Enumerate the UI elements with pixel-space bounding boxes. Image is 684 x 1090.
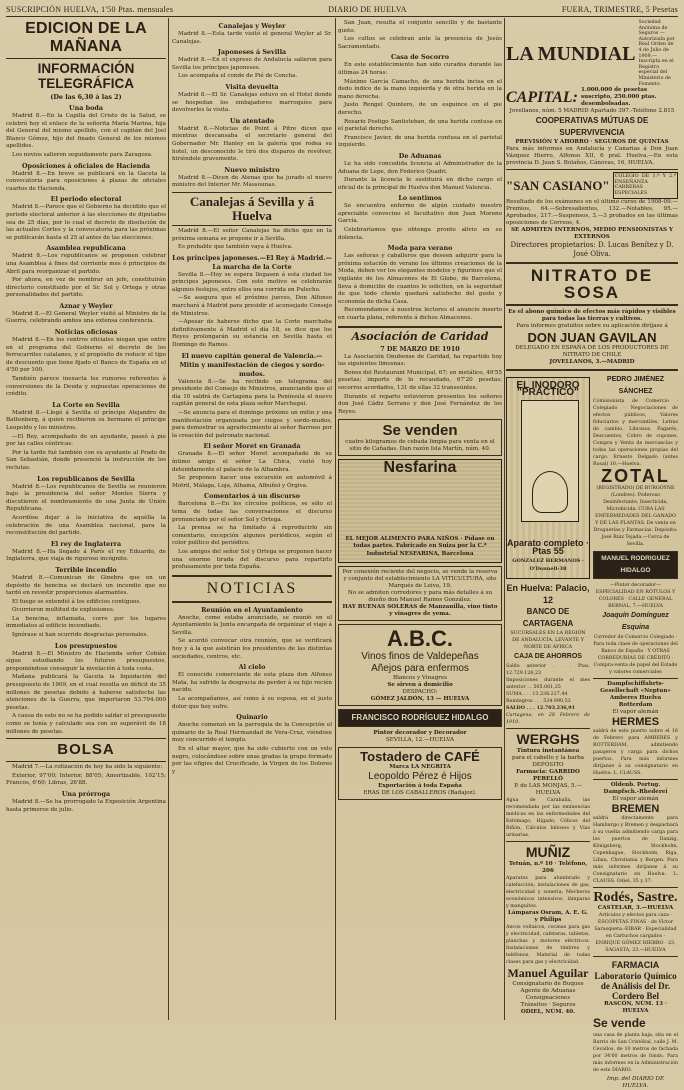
paragraph: La prensa se ha limitado á reproducirlo sin comentario, excepción algunos periódicos, según el color político del periódico. <box>172 525 332 547</box>
caja-ahorros: CAJA DE AHORROS <box>514 652 582 660</box>
tostadero-line: ERAS DE LOS CABALLEROS (Badajoz). <box>363 790 477 797</box>
paragraph: Madrid 8.—El señor Canalejas ha dicho que en la próxima semana se propone ir á Sevilla. <box>172 227 332 242</box>
ad-text: cuatro kilogramos de cebada limpia para venta en el sitio de Cañadas. Dan razón Isla Martín, núm. 40. <box>345 439 495 453</box>
headline: Comentarios á un discurso <box>204 492 300 501</box>
edition-title: EDICION DE LA MAÑANA <box>25 20 147 55</box>
ad-heading: Se venden <box>382 422 458 440</box>
paragraph: San Juan, resulta el conjunto sencillo y de bastante gusto. <box>338 20 502 34</box>
paragraph: Máximo García Camacho, de una herida incisa en el dedo índice de la mano izquierda y de otra herida en la mano derecha. <box>338 78 502 100</box>
francisco-addr: SEVILLA, 12.—HUELVA <box>385 737 455 744</box>
paragraph: —Se anuncia para el domingo próximo un mitin y una manifestación organizada por ciegos y sordo-mudos, para demostrar su agradecimiento al señor Barroso por la creación del patronato nacional. <box>172 410 332 439</box>
aguilar-line: ODIEL, NÚM. 40. <box>520 1008 576 1015</box>
caja-line: Imposiciones durante el mes anterior ... 505.061,25 <box>506 677 590 690</box>
paragraph: Madrid 8.—Los republicanos se proponen celebrar una Asamblea á fines del corriente mes ó principios de Abril para reorganizar el partido. <box>6 253 166 275</box>
cooperativas-sub: PREVISIÓN Y AHORRO · SEGUROS DE QUINTAS <box>515 139 669 146</box>
zotal-title: ZOTAL <box>601 465 670 486</box>
paragraph: Madrid 8.—Se ha prorrogado la Exposición Argentina hasta primeros de julio. <box>6 798 166 813</box>
paragraph: Es probable que también vaya á Huelva. <box>178 244 293 251</box>
paragraph: Exterior, 97'00; Interior, 88'05; Amortizable, 102'15; Francos, 6'60; Libras, 26'88. <box>6 772 166 787</box>
paragraph: El fuego se extendió á los edificios contiguos. <box>12 598 142 605</box>
headline: Lo sentimos <box>398 194 442 203</box>
headline: El señor Moret en Granada <box>203 442 301 451</box>
aguilar-line: Consignaciones <box>525 994 571 1001</box>
column-2 <box>172 20 332 1018</box>
paragraph: Los novios salieron seguidamente para Zaragoza. <box>12 151 153 158</box>
headline: Una prórroga <box>61 789 111 798</box>
san-casiano-side: COLEGIO DE 1.ª Y 2.ª ENSEÑANZA · CARRERAS ESPECIALES <box>613 172 678 198</box>
paragraph: Ignórase si han ocurrido desgracias personales. <box>12 632 149 639</box>
capital-label: CAPITAL: <box>506 89 579 107</box>
abc-line: Se sirven á domicilio <box>387 682 453 689</box>
san-casiano-title: "SAN CASIANO" <box>506 177 610 193</box>
paragraph: Los acompaña el conde de Pié de Concha. <box>178 73 298 80</box>
paragraph: Celebraríamos que obtenga pronto alivio en su dolencia. <box>338 227 502 241</box>
manuel-title: MANUEL RODRIGUEZ HIDALGO <box>601 554 670 574</box>
column-rule <box>504 18 505 1020</box>
cooperativas: COOPERATIVAS MÚTUAS DE SUPERVIVENCIA <box>535 116 649 138</box>
palacio-heading: En Huelva: Palacio, 12 <box>506 582 590 605</box>
headline-asociacion: Asociación de Caridad <box>351 329 489 343</box>
ad-se-venden <box>338 419 502 456</box>
aguilar-name: Manuel Aguilar <box>507 965 589 980</box>
oldenburg-heading: Oldenb. Portug. Dampfsch.-Rhederei <box>603 781 668 795</box>
paragraph: —Se asegura que el próximo jueves, Don Alfonso marchará á Madrid para presidir el aconsejado Consejo de Ministros. <box>172 295 332 317</box>
column-4 <box>506 20 678 1089</box>
headline: Aznar y Weyler <box>59 301 113 310</box>
tostadero-line: Marca LA NEGRITA <box>389 764 451 771</box>
paragraph: Madrid 8.—Esta tarde visitó el general Weyler al Sr. Canalejas. <box>172 31 332 45</box>
pedro-name: PEDRO JIMÉNEZ SÁNCHEZ <box>606 375 665 395</box>
neptun-route: Amberes Huelva Rotterdam <box>609 694 662 708</box>
joaquin-name: Joaquín Domínguez Esquina <box>602 611 669 631</box>
werghs-text: Agua de Carabaña, las recomendada por las eminencias médicas en las enfermedades del Estómago, Hígado, Cólicos del Riñón, Cálculos biliosos y Vías urinarias. <box>506 797 590 838</box>
paragraph: —El Rey, acompañado de un ayudante, paseó á pie por las calles céntricas. <box>6 433 166 448</box>
headline: Quinario <box>236 713 268 722</box>
dateline: 7 DE MARZO DE 1910 <box>380 344 460 353</box>
gavilan-address: JOVELLANOS, 3.—MADRID <box>549 358 635 365</box>
gavilan-name: DON JUAN GAVILAN <box>527 329 657 345</box>
ad-tostadero <box>338 747 502 800</box>
paragraph: Madrid 8.—Noticias de Point á Pitre dicen que mientras descansaba el secretario general del Gobernador Mr. Hanley en la galería que rodea su hotel, un desconocido le tiró dos disparos de revólver, hiriéndole gravemente. <box>172 125 332 163</box>
time-range: (De las 6,30 á las 2) <box>50 93 122 101</box>
paragraph: Valencia 8.—Se ha recibido un telegrama del presidente del Consejo de Ministros, anunciando que el día 10 saldrá de Cartagena para la Península el nuevo capitán general de esta plaza señor Marchegui. <box>172 378 332 408</box>
paragraph: Madrid 8.—Llegó á Sevilla el príncipe Alejandro de Battenberg, á quien recibieron su hermano el príncipe Leopoldo y los ministros. <box>6 409 166 431</box>
ad-text: No se admiten corredores y para más detalles á su dueño don Manuel Ramos González. <box>347 590 493 604</box>
tostadero-line: Leopoldo Pérez é Hijos <box>368 771 472 783</box>
headline: Noticias oficiosas <box>54 328 118 337</box>
paragraph: Madrid 8.—En los centros oficiales niegan que entre en el programa del Gobierno el decreto de los ferrocarriles catalanes, y el propósito de reducir el tipo de descuento que tiene fijado el Banco de España en el 4'50 por 100. <box>6 337 166 374</box>
farmacia-text: Laboratorio Químico de Análisis del Dr. Cordero Bel <box>594 970 677 1001</box>
neptun-heading: Dampfschiffahrts-Gesellschaft «Neptun» <box>600 680 671 694</box>
imprenta: Imp. del DIARIO DE HUELVA. <box>606 1075 665 1089</box>
subscription-huelva: SUSCRIPCIÓN HUELVA, 1'50 Ptas. mensuales <box>6 4 174 14</box>
headline: Reunión en el Ayuntamiento <box>201 605 303 614</box>
column-rule <box>335 18 336 1020</box>
abc-line: Vinos finos de Valdepeñas <box>361 651 479 663</box>
la-mundial-side: Sociedad Anónima de Seguros — Autorizada por Real Orden de 4 de Julio de 1909.—Inscripta en el Registro especial del Ministerio de Fomento. <box>638 20 675 87</box>
paragraph: Granada 8.—El señor Moret acompañado de su íntimo amigo el señor La Chica, visitó hoy detenidamente el palacio de la Alhambra. <box>172 451 332 473</box>
abc-line: DESPACHO: <box>402 689 438 696</box>
rodes-addr: CASTELAR, 3.—HUELVA <box>597 904 674 911</box>
paragraph: Anoche, como estaba anunciado, se reunió en el Ayuntamiento la Junta encargada de organizar el viaje á Sevilla. <box>172 614 332 636</box>
headline: El rey de Inglaterra <box>50 539 122 548</box>
caja-line: SALDO . . . 12.703.236,91 <box>506 704 575 711</box>
paragraph: Madrid 8.—El General Weyler visitó al Ministro de la Guerra, celebrando ambos una extensa conferencia. <box>6 310 166 325</box>
tostadero-line: Exportación á toda España <box>378 783 462 790</box>
paragraph: Ocurrieron multitud de explosiones. <box>12 607 115 614</box>
paragraph: Acordóse dejar á la iniciativa de aquélla la celebración de una Asamblea nacional, para la reconstitución del partido. <box>6 514 166 537</box>
bremen-name: BREMEN <box>611 802 660 815</box>
headline: Japoneses á Sevilla <box>217 48 287 57</box>
capital-value: 1.000.000 de pesetas suscripto, 250.000 ptas. desembolsadas. <box>581 87 657 108</box>
francisco-title: FRANCISCO RODRÍGUEZ HIDALGO <box>351 713 489 723</box>
headline: De Aduanas <box>398 151 442 160</box>
paper-name: DIARIO DE HUELVA <box>328 4 407 14</box>
oldenburg-vapor: El vapor alemán <box>612 795 659 802</box>
ad-manuel <box>593 551 678 579</box>
paragraph: Madrid 8.—En la Capilla del Cristo de la Salud, se celebró hoy el enlace de la señorita María Marina, hija del General del mismo apellido, con el capitán del Joel Blanco Gómez, hijo del finado General de los mismos apellidos. <box>6 113 166 150</box>
nesfarina-sub: EL MEJOR ALIMENTO PARA NIÑOS · Pídase en todas partes. Fabricado en Suiza por la C.ª Industrial NESFARINA, Barcelona <box>345 535 495 557</box>
headline: El nuevo capitán general de Valencia.—Mitin y manifestación de ciegos y sordo-mudos. <box>179 351 325 378</box>
headline: Moda para verano <box>387 244 453 253</box>
ad-text: HAY BUENAS SOLERAS de Manzanilla, vino tinto y vinagres de yema. <box>342 604 498 618</box>
paragraph: Madrid 8.—En breve se publicará en la Gaceta la convocatoria para oposiciones á plazas de oficiales cuartos de Hacienda. <box>6 170 166 192</box>
joaquin-text: Corredor de Comercio Colegiado · Para toda clase de operaciones del Banco de España · Y OTRAS CORREDURÍAS DE CRÉDITO · Compra-venta de papel del Estado y valores comerciales <box>593 634 678 675</box>
headline: El periodo electoral <box>50 195 122 204</box>
nitrato-text: Para informes gratuitos sobre su aplicación diríjase á <box>516 322 668 329</box>
hermes-text: saldrá de este puerto sobre el 16 de Febrero para AMBERES y ROTTERDAM, admitiendo pasajeros y carga para dichos puertos. Para más informes diríjanse á su consignatario en Huelva: L. CLAUSS. <box>593 728 678 776</box>
paragraph: A causa de esto no se ha podido saldar el presupuesto como se tenía y calculado sea con un superávit de 18 millones de pesetas. <box>6 713 166 735</box>
headline: Una boda <box>69 104 103 112</box>
paragraph: Madrid 8.—El Sr. Canalejas estuvo en el Hotel donde se hospedan los embajadores marroquíes para devolverles la visita. <box>172 91 332 114</box>
subscription-outside: FUERA, TRIMESTRE, 5 Pesetas <box>561 4 678 14</box>
ad-nesfarina <box>338 459 502 563</box>
headline-canalejas: Canalejas á Sevilla y á Huelva <box>189 193 315 223</box>
nesfarina-title: Nesfarina <box>383 459 457 477</box>
paragraph: Recomendamos á nuestros lectores el anuncio inserto en cuarta plana, referente á dichos Almacenes. <box>338 307 502 321</box>
headline: Casa de Socorro <box>391 53 449 62</box>
paragraph: Madrid 8.—Parece que el Gobierno ha decidido que el periodo electoral anterior á las elecciones de diputados sea de 25 días, por lo cual el decreto de disolución de las actuales Cortes y la convocatoria para las próximas se publicarán hasta el 25 al antes de las elecciones. <box>6 204 166 241</box>
manuel-text: —Pintor decorador— ESPECIALIDAD EN RÓTULOS Y COLORES · CALLE GENERAL BERNAL, 7.—HUELVA <box>595 582 676 609</box>
paragraph: Mañana publicará la Gaceta la liquidación del presupuesto de 1909, en el cual resulta un déficit de 35 millones de pesetas debido á haberse satisfecho las atenciones de la Guerra, que importaron 53.794.000 pesetas. <box>6 674 166 711</box>
paragraph: Madrid 8.—Los republicanos de Sevilla se reunieron bajo la presidencia del señor Montes Sierra y discutieron el nombramiento de una Junta de Unión Republicana. <box>6 483 166 513</box>
headline: Visita devuelta <box>225 82 279 91</box>
headline: Los republicanos de Sevilla <box>37 474 135 483</box>
paragraph: —Apesar de haberse dicho que la Corte marchaba definitivamente á Madrid el día 18, se dice que los Reyes prolongarán su estancia en Sevilla hasta el Domingo de Ramos. <box>172 319 332 349</box>
caja-line: Reintegros . . . 534.990,53 <box>506 698 571 704</box>
paragraph: Anoche comenzó en la parroquia de la Concepción el quinario de la Real Hermandad de Vera-Cruz, viéndose muy concurrido el templo. <box>172 722 332 744</box>
paragraph: Sevilla 8.—Hoy se espera llegasen á esta ciudad los príncipes japoneses. Con este motivo se celebrarán algunos festejos, entre ellos una corrida en Pulecho. <box>172 271 332 293</box>
abc-line: Añejos para enfermos <box>371 663 469 675</box>
paragraph: Madrid 8.—El Ministro de Hacienda señor Cobián sigue estudiando los futuros presupuestos, proponiéndose conseguir la nivelación á toda costa. <box>6 650 166 672</box>
ad-text: Por conexión reciente del negocio, se vende la reserva y conjunto del establecimiento LA VITICULTURA, sito Marqués de Leiva, 19. <box>342 569 498 590</box>
noticias-title: NOTICIAS <box>206 579 298 597</box>
paragraph: Madrid 8.—Comunican de Ginebra que en un depósito de bencina se declaró un incendio que no tardó en revestir proporciones alarmantes. <box>6 574 166 597</box>
ad-francisco <box>338 709 502 727</box>
werghs-line: P. de LAS MONJAS, 5.—HUELVA <box>514 782 582 796</box>
column-rule <box>168 18 169 1020</box>
column-1 <box>6 20 166 1018</box>
paragraph: Bonos del Restaurant Municipal, 67; en metálico, 49'55 pesetas; importe de lo recaudado, 67'20 pesetas; socorros acordados, 131 de ellas 32 transeúntes. <box>338 369 502 391</box>
paragraph: En el altar mayor, que ha sido cubierto con un velo negro, colocándose sobre unas gradas la grupo formado por las efigies del Crucificado, la Virgen de los Dolores y <box>172 746 332 775</box>
rodes-title: Rodés, Sastre. <box>593 889 678 905</box>
caja-date: Cartagena, en 28 Febrero de 1910. <box>506 712 590 725</box>
aguilar-line: Consignatario de Buques <box>512 980 584 987</box>
werghs-line: DEPÓSITO <box>532 761 564 768</box>
paragraph: Rosario Postigo Santisteban, de una herida contusa en el parietal derecho. <box>338 118 502 133</box>
farmacia-title: FARMACIA <box>611 959 660 970</box>
headline: Terrible incendio <box>55 565 117 574</box>
headline: Asamblea republicana <box>46 244 126 253</box>
muniz-text: Aparatos para alumbrado y calefacción; instalaciones de gas, electricidad y sonería; Mecheros económicos intensivos, lámparas y manguitos. <box>506 875 590 909</box>
paragraph: Madrid 7.—La cotización de hoy ha sido la siguiente: <box>12 764 163 771</box>
nitrato-sub: Es el abono químico de efectos más rápidos y visibles para todas las tierras y cultivos. <box>508 308 676 322</box>
francisco-sub: Pintor decorador y Decorador <box>373 730 467 737</box>
zotal-text: (REGISTRADO) DE BURGOYNE (Londres). Poderoso Desinfectante, Insecticida, Microbicida. CURA LAS ENFERMEDADES DEL GANADO Y DE LAS PLANTAS. De venta en Droguerías y Farmacias. Depósito: José Ruiz Tejada.—Cerca de Sevilla. <box>593 485 678 547</box>
aguilar-line: Tránsitos · Seguros <box>520 1001 576 1008</box>
caja-line: Saldo anterior . . . Ptas. 12.729.126,23 <box>506 663 590 676</box>
paragraph: Le ha sido concedida licencia al Administrador de la Aduana de Lepe, don Federico Quadri. <box>338 160 502 175</box>
paragraph: El conocido comerciante de esta plaza don Alfonso Mata, ha sufrido la desgracia de perder á su hijo recién nacido. <box>172 672 332 694</box>
headline: Un atentado <box>229 116 275 125</box>
abc-line: GÓMEZ JALDÓN, 13 — HUELVA <box>370 696 470 703</box>
san-casiano-text2: SE ADMITEN INTERNOS, MEDIO PENSIONISTAS Y EXTERNOS <box>510 226 674 240</box>
cooperativas-text: Para más informes en Andalucía y Canarias á Don Juan Vázquez Hierro, Alfonso XII, 6 pral. Huelva.—En esta provincia D. Juan S. Bolaños, Cánovas, 16, HUELVA. <box>506 146 678 167</box>
san-casiano-text: Resultado de los exámenes en el último curso de 1908-09.—Premios, 64.—Sobresalientes, 132.—Notables, 95.—Aprobados, 217.—Suspensos, 3.—3 probados en las últimas oposiciones de Correos, 4. <box>506 198 678 226</box>
practico-foot: GONZALEZ HERMANOS · O'Donnell-38 <box>512 558 584 572</box>
muniz-line: Tetuán, n.º 10 · Teléfono, 206 <box>508 860 588 874</box>
paragraph: Durante el reparto estuvieron presentes los señores don José Cádiz Serrano y don José Fernández de los Reyes. <box>338 393 502 415</box>
toilet-illustration <box>521 400 579 522</box>
caja-line: SUMA . . . 13.238.227,44 <box>506 691 568 697</box>
masthead-bar <box>6 2 678 17</box>
bolsa-title: BOLSA <box>57 741 115 759</box>
tostadero-title: Tostadero de CAFÉ <box>360 749 480 765</box>
hermes-name: HERMES <box>611 715 660 728</box>
pedro-text: Comisionista de Comercio · Colegiado · Negociaciones de efectos públicos, Valores fiduciarios y mercantiles, Letras de cambio, Librazos, Pagarés, Descuentos, Cobro de cupones, Compra y Venta de mercancías y todas las operaciones propias del cargo. Ernesto Delgado (antes Rosal) 10.—Huelva. <box>593 398 678 467</box>
la-mundial-title: LA MUNDIAL <box>506 42 636 65</box>
practico-head: EL INODORO "PRÁCTICO" <box>516 379 580 399</box>
paragraph: En este establecimiento han sido curados durante las últimas 24 horas: <box>338 62 502 76</box>
se-vende-heading: Se vende <box>593 1015 646 1030</box>
paragraph: Por la tarde fué también con su ayudante al Prado de San Sebastián, donde presenció la instrucción de los reclutas. <box>6 449 166 471</box>
banco-cartagena: BANCO DE CARTAGENA <box>522 606 574 628</box>
paragraph: La bencina, inflamada, corre por los lugares inmediatos al edificio incendiado. <box>6 615 166 630</box>
san-casiano-directors: Directores propietarios: D. Lucas Benítez y D. José Oliva. <box>510 240 674 258</box>
paragraph: La acompañamos, así como á su esposa, en el justo dolor que hoy sufre. <box>172 696 332 710</box>
rodes-text: Artículos y efectos para caza · ESCOPETAS FINAS · de Víctor Sarasqueta.-EIBAR · Especialidad en Cartuchos cargados · ENRIQUE GÓMEZ HIERRO · 23, SAGASTA, 23.—HUELVA <box>594 912 677 953</box>
paragraph: Barcelona 8.—En los círculos políticos, se sólo el tema de todas las conversaciones el discurso pronunciado por el señor Sol y Ortega. <box>172 501 332 523</box>
mundial-address: Jovellanos, núm. 5 MADRID Apartado 397.-Teléfono 2.815 <box>509 108 675 115</box>
paragraph: Los amigos del señor Sol y Ortega se proponen hacer una enorme tirada del discurso para repartirlo profusamente por toda España. <box>172 548 332 571</box>
headline: Nuevo ministro <box>224 165 280 174</box>
banco-text: SUCURSALES EN LA REGIÓN DE ANDALUCÍA, LEVANTE Y NORTE DE ÁFRICA <box>510 630 586 650</box>
paragraph: Los cultos se celebran ante la presencia de Jesús Sacramentado. <box>338 36 502 50</box>
ad-inodoro-practico <box>506 377 590 579</box>
aguilar-line: Agente de Aduanas <box>520 987 576 994</box>
headline: Los presupuestos <box>54 641 118 650</box>
headline: Canalejas y Weyler <box>218 22 286 30</box>
gavilan-sub: DELEGADO EN ESPAÑA DE LOS PRODUCTORES DE NITRATO DE CHILE <box>515 344 669 358</box>
abc-title: A.B.C. <box>387 626 453 652</box>
ad-abc <box>338 624 502 706</box>
paragraph: La Asociación Onubense de Caridad, ha repartido hoy las siguientes limosnas: <box>338 353 502 368</box>
paragraph: Madrid 8.—Dicen de Atenas que ha jurado el nuevo ministro del Interior Mr. Massounas. <box>172 174 332 189</box>
paragraph: Madrid 8.—Ha llegado á París el rey Eduardo, de Inglaterra, que viaja de riguroso incógnito. <box>6 548 166 563</box>
headline: La Corte en Sevilla <box>52 400 120 409</box>
muniz-title: MUÑIZ <box>525 843 571 860</box>
headline: Los príncipes japoneses.—El Rey á Madrid.—La marcha de la Corte <box>172 253 332 271</box>
werghs-line: Tintura instantánea <box>516 747 580 754</box>
headline: Al cielo <box>238 663 266 672</box>
neptun-vapor: El vapor alemán <box>612 708 659 715</box>
paragraph: Se acordó convocar otra reunión, que se verificará hoy y á la que asistirán los presidentes de las distintas sociedades, centros, etc. <box>172 638 332 660</box>
paragraph: Justo Rengel Quintero, de un esguince en el pie derecho. <box>338 102 502 116</box>
paragraph: Durante la licencia le sustituirá en dicho cargo el oficial de la principal de Huelva don Manuel Valencia. <box>338 177 502 191</box>
paragraph: Las señoras y caballeros que deseen adquirir para la próxima estación de verano los últimos creaciones de la Moda, deben ver los elegantes modelos y figurines que el vigilante de los Almacenes de El Globo, de Barcelona, lleva á domicilio de cuantos lo soliciten, en la seguridad de que todo cliente quedará satisfecho del gusto y economía de dicha Casa. <box>338 253 502 305</box>
werghs-line: Farmacia: GARRIDO PERELLÓ <box>516 768 580 782</box>
paragraph: También parece inexacta los rumores referentes á conversiones de la Deuda y supuestas operaciones de crédito. <box>6 376 166 398</box>
se-vende-text: una casa de planta baja, sita en el Barrio de San Cristóbal, calle J. M. Cevallos, de 10 metros de fachada por 34'60 metros de fondo. Para más informes en la Administración de este DIARIO. <box>593 1032 678 1073</box>
telegraph-title: INFORMACIÓN TELEGRÁFICA <box>37 61 135 91</box>
werghs-line: para el cabello y la barba <box>511 754 584 761</box>
farmacia-addr: RASCÓN, NÚM. 13 · HUELVA <box>604 1000 667 1014</box>
bremen-text: saldrá directamente para Hamburgo y Bremen y despachará á su vuelta admitiendo carga para los puertos de Danzig, Königsberg, Stockholm, Copenhague, Stockholm, Riga, Libau, Christiania y Bergen. Para más informes diríjanse á su Consignatario en Huelva: L. CLAUSS. Odiel, 35 y 37. <box>593 815 678 884</box>
ad-viticultura <box>338 566 502 621</box>
practico-price: Aparato completo · Ptas 55 <box>507 538 590 556</box>
paragraph: Se encuentra enfermo de algún cuidado nuestro apreciable convecino el facultativo don Juan Moreno García. <box>338 203 502 225</box>
werghs-title: WERGHS <box>516 730 580 747</box>
paragraph: Por ahora, en vez de nombrar un jefe, constituirán directorio constituido por el Sr. Sol y Ortega y otras personalidades del partido. <box>6 277 166 299</box>
column-3 <box>338 20 502 1018</box>
headline: Oposiciones á oficiales de Hacienda <box>21 161 151 170</box>
paragraph: Francisco Javier, de una herida contusa en el parietal izquierdo. <box>338 134 502 149</box>
lamparas-title: Lámparas Osram, A. E. G. y Philips <box>507 909 588 923</box>
paragraph: Se proponen hacer una excursión en automóvil á Motril, Málaga, Loja, Alhama, Albuñol y Órgiva. <box>172 475 332 489</box>
paragraph: Madrid 8.—En el expreso de Andalucía salieron para Sevilla los príncipes japoneses. <box>172 57 332 71</box>
lamparas-text: Ancos voltaicos, cocinas para gas y electricidad, cafeteras, tabletas, planchas y motores eléctricos. Instalaciones de timbres y teléfonos. Material de todas clases para gas y electricidad. <box>506 924 590 965</box>
abc-line: Blancos y Vinagres <box>392 675 448 682</box>
nitrato-title: NITRATO DE SOSA <box>530 265 654 302</box>
